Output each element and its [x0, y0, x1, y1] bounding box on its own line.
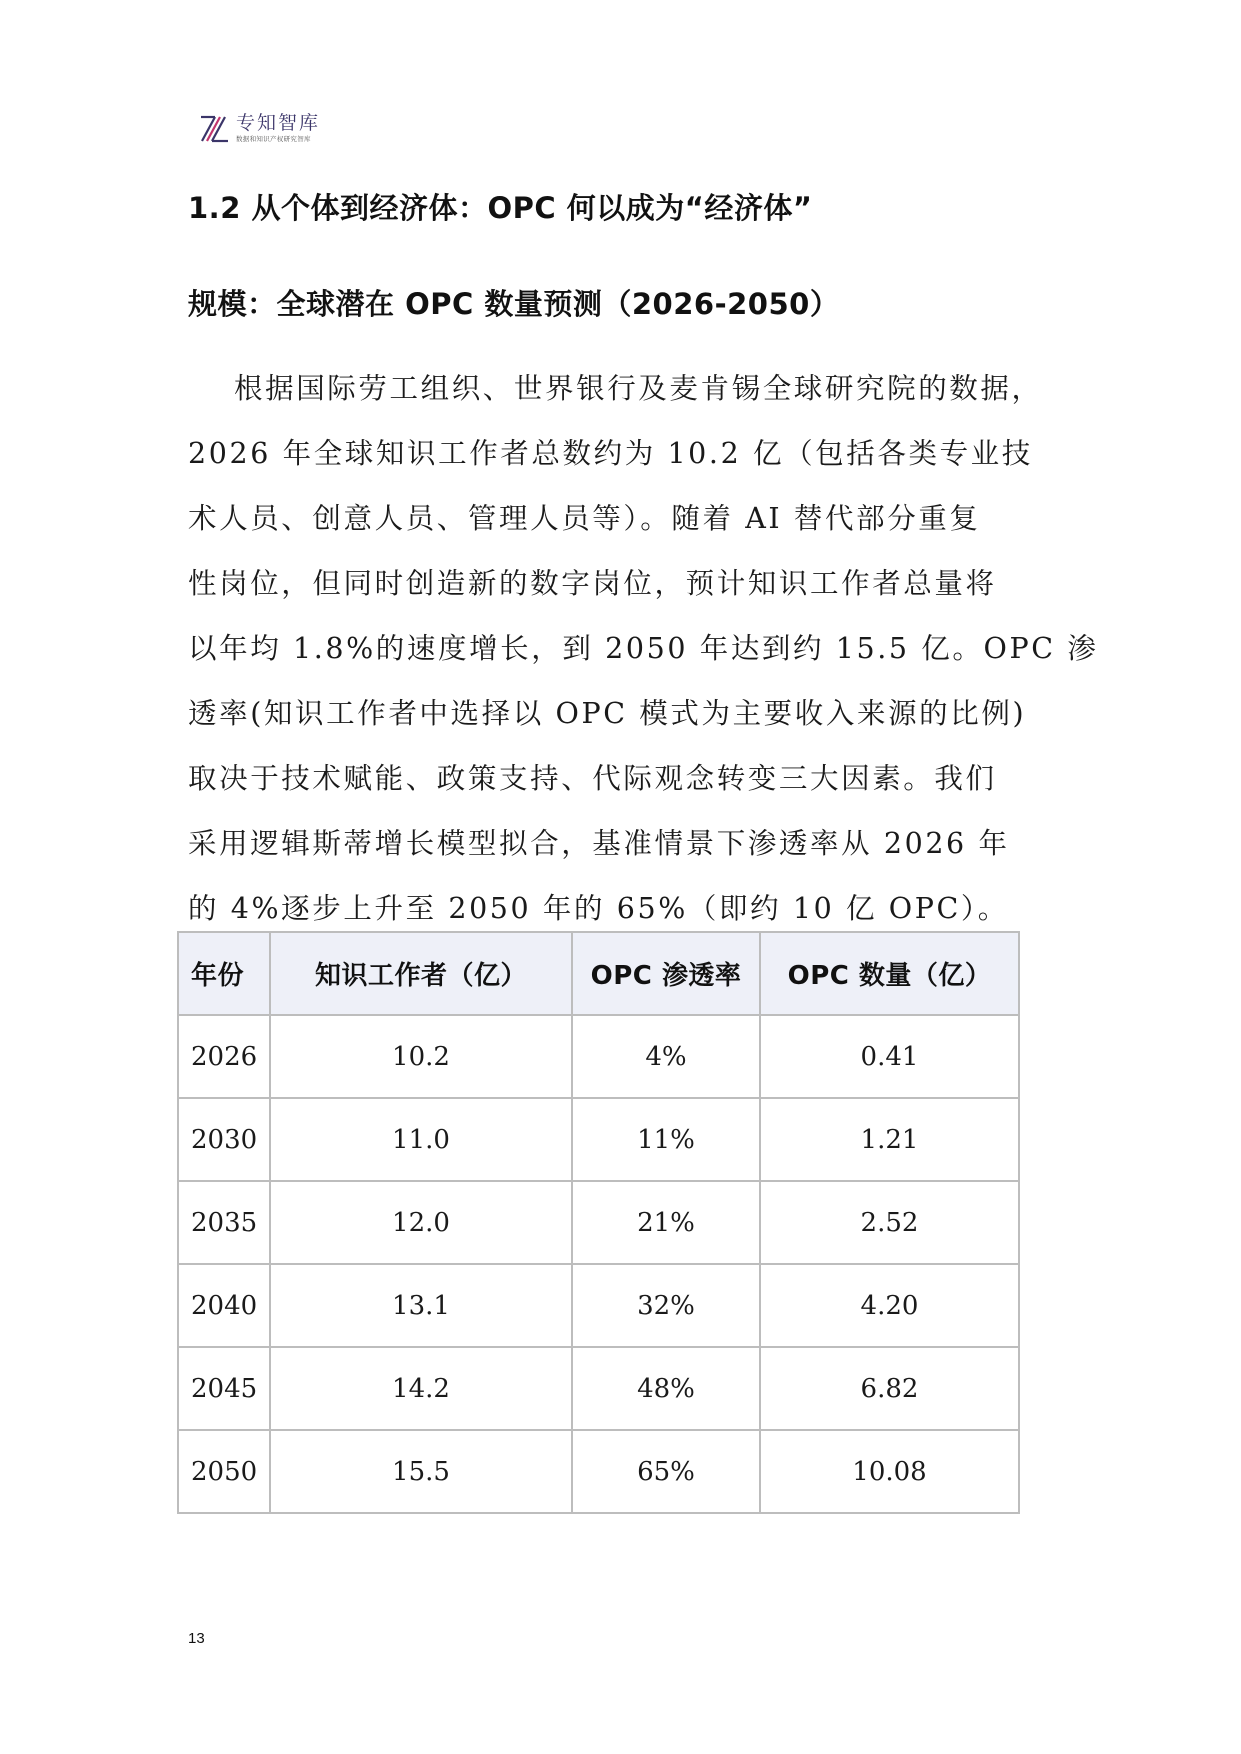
paragraph-line: 2026 年全球知识工作者总数约为 10.2 亿（包括各类专业技: [188, 437, 1033, 470]
cell-knowledge-workers: 12.0: [270, 1181, 572, 1264]
cell-opc-count: 2.52: [760, 1181, 1019, 1264]
cell-opc-penetration: 11%: [572, 1098, 760, 1181]
logo-name: 专知智库: [236, 112, 321, 134]
section-title: 1.2 从个体到经济体：OPC 何以成为“经济体”: [188, 191, 813, 225]
column-header-opc-count: OPC 数量（亿）: [760, 932, 1019, 1015]
paragraph-line: 采用逻辑斯蒂增长模型拟合，基准情景下渗透率从 2026 年: [188, 827, 1010, 860]
cell-opc-penetration: 32%: [572, 1264, 760, 1347]
paragraph-line: 的 4%逐步上升至 2050 年的 65%（即约 10 亿 OPC）。: [188, 892, 1009, 925]
page-number: 13: [188, 1630, 205, 1647]
cell-opc-count: 1.21: [760, 1098, 1019, 1181]
table-row: [178, 1181, 1019, 1264]
subsection-title: 规模：全球潜在 OPC 数量预测（2026-2050）: [188, 287, 840, 321]
cell-year: 2045: [178, 1347, 270, 1430]
zl-logo-mark-icon: [198, 115, 230, 143]
column-header-opc-penetration: OPC 渗透率: [572, 932, 760, 1015]
paragraph-line: 取决于技术赋能、政策支持、代际观念转变三大因素。我们: [188, 762, 997, 795]
brand-logo: [198, 112, 320, 148]
cell-year: 2026: [178, 1015, 270, 1098]
body-paragraph: [188, 356, 1099, 941]
cell-opc-count: 6.82: [760, 1347, 1019, 1430]
cell-opc-count: 0.41: [760, 1015, 1019, 1098]
cell-knowledge-workers: 13.1: [270, 1264, 572, 1347]
cell-year: 2040: [178, 1264, 270, 1347]
cell-opc-penetration: 21%: [572, 1181, 760, 1264]
paragraph-line: 透率(知识工作者中选择以 OPC 模式为主要收入来源的比例): [188, 697, 1027, 730]
table-row: [178, 1015, 1019, 1098]
cell-opc-count: 10.08: [760, 1430, 1019, 1513]
cell-knowledge-workers: 14.2: [270, 1347, 572, 1430]
cell-knowledge-workers: 15.5: [270, 1430, 572, 1513]
table-row: [178, 1347, 1019, 1430]
table-row: [178, 1430, 1019, 1513]
paragraph-line: 根据国际劳工组织、世界银行及麦肯锡全球研究院的数据，: [234, 372, 1043, 405]
table-row: [178, 1264, 1019, 1347]
cell-year: 2050: [178, 1430, 270, 1513]
paragraph-line: 以年均 1.8%的速度增长，到 2050 年达到约 15.5 亿。OPC 渗: [188, 632, 1099, 665]
column-header-knowledge-workers: 知识工作者（亿）: [270, 932, 572, 1015]
logo-text: [236, 112, 320, 144]
logo-tagline: 数据和知识产权研究智库: [236, 135, 311, 143]
cell-opc-penetration: 4%: [572, 1015, 760, 1098]
cell-year: 2035: [178, 1181, 270, 1264]
cell-opc-penetration: 65%: [572, 1430, 760, 1513]
column-header-year: 年份: [178, 932, 270, 1015]
paragraph-line: 性岗位，但同时创造新的数字岗位，预计知识工作者总量将: [188, 567, 997, 600]
cell-opc-count: 4.20: [760, 1264, 1019, 1347]
table-row: [178, 1098, 1019, 1181]
cell-knowledge-workers: 10.2: [270, 1015, 572, 1098]
opc-forecast-table: [177, 931, 1020, 1514]
paragraph-line: 术人员、创意人员、管理人员等）。随着 AI 替代部分重复: [188, 502, 981, 535]
cell-year: 2030: [178, 1098, 270, 1181]
cell-opc-penetration: 48%: [572, 1347, 760, 1430]
cell-knowledge-workers: 11.0: [270, 1098, 572, 1181]
table-header-row: [178, 932, 1019, 1015]
